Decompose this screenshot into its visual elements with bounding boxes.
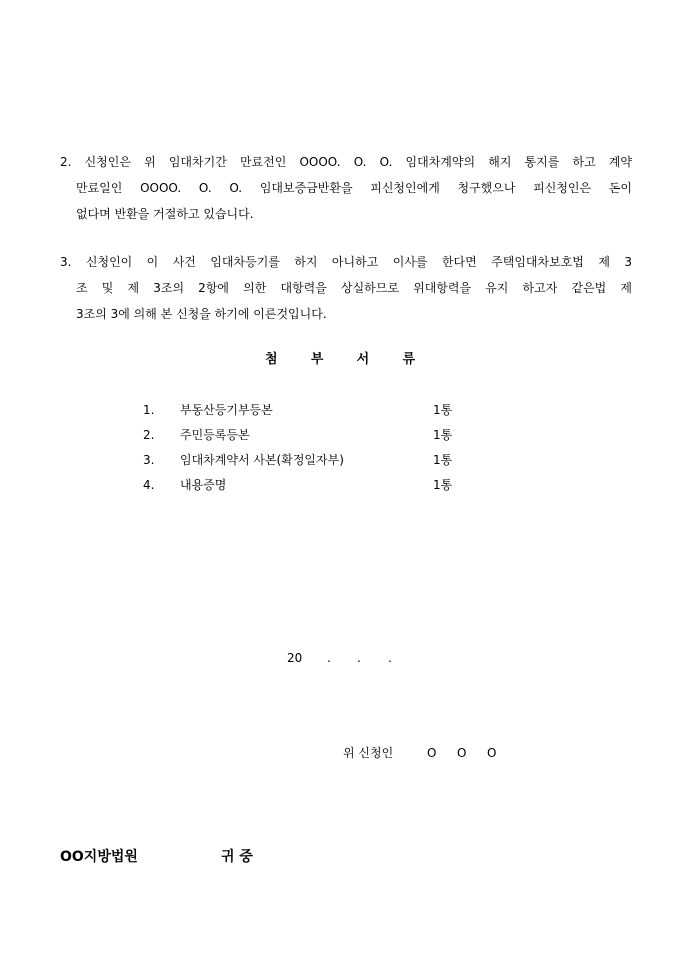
attachment-item [143,473,473,498]
paragraph-3-line: 조 및 제 3조의 2항에 의한 대항력을 상실하므로 위대항력을 유지 하고자 같은법 제 [76,281,632,295]
date-separator: . [357,651,361,665]
signer-name-mark: O [487,746,497,760]
attachments-list [143,398,473,498]
attachment-number: 3. [143,453,155,467]
attachment-number: 2. [143,428,155,442]
attachments-title-char: 부 [310,352,324,367]
paragraph-2 [60,149,632,227]
attachment-name: 임대차계약서 사본(확정일자부) [180,453,344,467]
paragraph-3-line: 3조의 3에 의해 본 신청을 하기에 이른것입니다. [76,307,327,321]
signer-name-mark: O [457,746,467,760]
attachment-count: 1통 [433,478,453,492]
attachment-name: 내용증명 [180,478,227,492]
attachment-name: 주민등록등본 [180,428,250,442]
attachments-title-char: 첨 [265,352,278,367]
attachment-number: 4. [143,478,155,492]
attachment-item [143,448,473,473]
attachment-item [143,398,473,423]
court-honorific: 귀 중 [221,849,253,865]
paragraph-2-line: 2. 신청인은 위 임대차기간 만료전인 OOOO. O. O. 임대차계약의 해지 통지를 하고 계약 [60,155,632,169]
attachment-count: 1통 [433,428,453,442]
date-separator: . [327,651,331,665]
attachments-title-char: 서 [356,352,370,367]
date-year-prefix: 20 [287,651,303,665]
attachments-title-char: 류 [402,352,415,367]
attachment-name: 부동산등기부등본 [180,403,273,417]
court-name: OO지방법원 [60,849,138,865]
attachments-title [265,348,415,372]
attachment-number: 1. [143,403,155,417]
signer-name-mark: O [427,746,437,760]
signer-label: 위 신청인 [343,746,394,760]
attachment-count: 1통 [433,453,453,467]
paragraph-2-line: 없다며 반환을 거절하고 있습니다. [76,207,254,221]
attachment-count: 1통 [433,403,453,417]
paragraph-3 [60,249,632,327]
date-separator: . [388,651,392,665]
paragraph-2-line: 만료일인 OOOO. O. O. 임대보증금반환을 피신청인에게 청구했으나 피신청인은 돈이 [76,181,632,195]
attachment-item [143,423,473,448]
paragraph-3-line: 3. 신청인이 이 사건 임대차등기를 하지 아니하고 이사를 한다면 주택임대차보호법 제 3 [60,255,632,269]
